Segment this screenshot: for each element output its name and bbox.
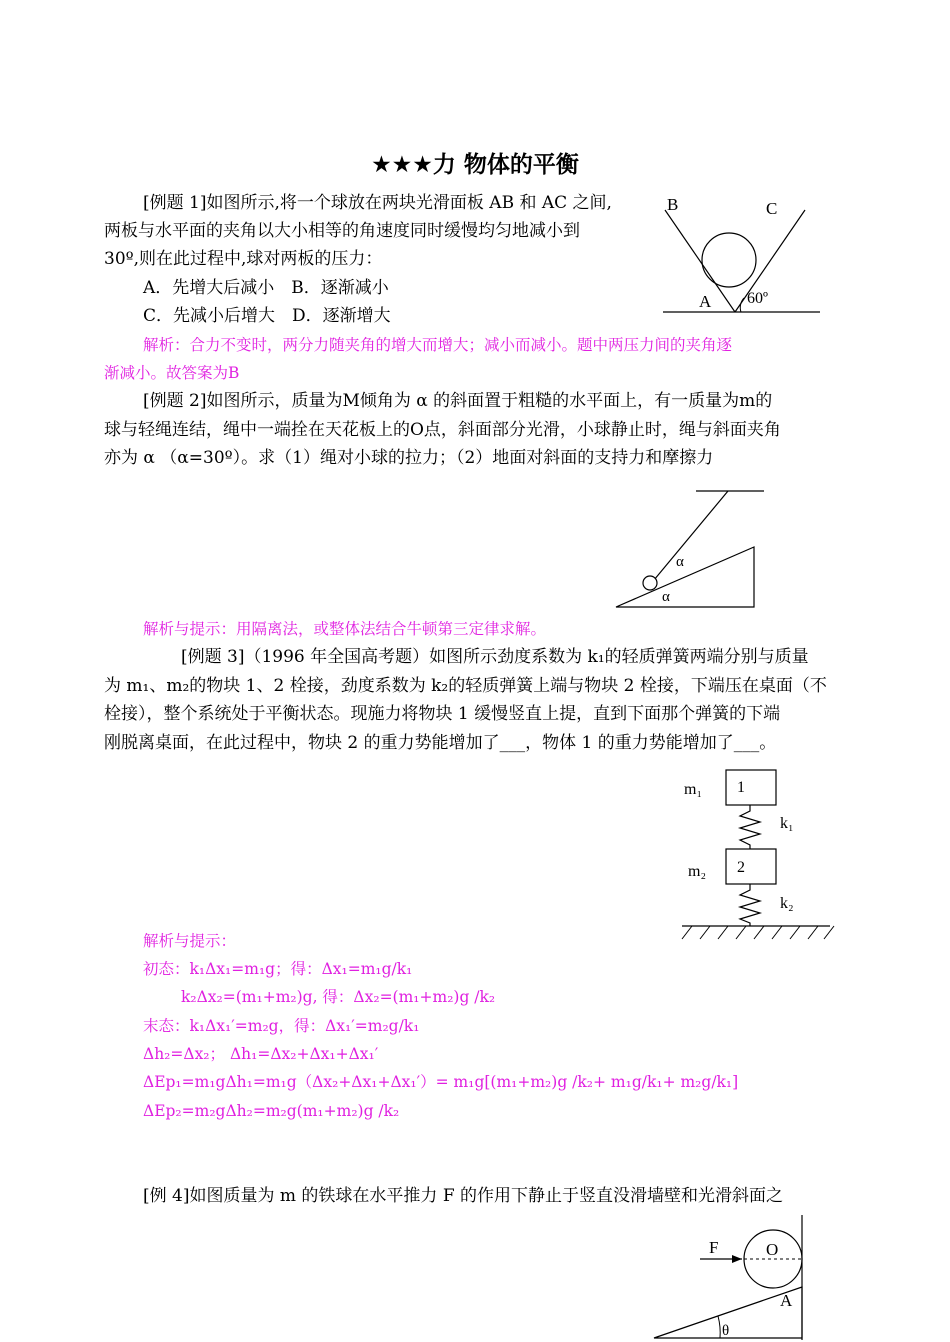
block-1-label: 1 <box>737 779 745 796</box>
ex3-solution-heights: Δh₂=Δx₂； Δh₁=Δx₂+Δx₁+Δx₁′ <box>143 1045 379 1063</box>
ex3-line-1: [例题 3]（1996 年全国高考题）如图所示劲度系数为 k₁的轻质弹簧两端分别与质量 <box>181 647 809 667</box>
ex1-options-ab: A．先增大后减小 B．逐渐减小 <box>143 278 389 298</box>
ex2-figure <box>610 485 770 615</box>
ex3-line-2: 为 m₁、m₂的物块 1、2 栓接，劲度系数为 k₂的轻质弹簧上端与物块 2 栓接，下端压在桌面（不 <box>104 676 827 696</box>
ex2-line-3: 亦为 α （α=30º）。求（1）绳对小球的拉力；（2）地面对斜面的支持力和摩擦力 <box>104 448 714 468</box>
ex4-line-1: [例 4]如图质量为 m 的铁球在水平推力 F 的作用下静止于竖直没滑墙壁和光滑斜面之 <box>143 1186 784 1206</box>
ex3-solution-ep1: ΔEp₁=m₁gΔh₁=m₁g（Δx₂+Δx₁+Δx₁′）= m₁g[(m₁+m₂)g /k₂+ m₁g/k₁+ m₂g/k₁] <box>143 1073 739 1091</box>
k2-label: k₂ <box>780 895 794 912</box>
ex3-solution-initial-1: 初态：k₁Δx₁=m₁g；得：Δx₁=m₁g/k₁ <box>143 960 413 978</box>
block-2-label: 2 <box>737 859 745 876</box>
ex3-solution-initial-2: k₂Δx₂=(m₁+m₂)g, 得：Δx₂=(m₁+m₂)g /k₂ <box>181 988 496 1006</box>
force-f-label: F <box>709 1238 719 1257</box>
ex3-solution-heading: 解析与提示： <box>143 932 237 950</box>
ex2-line-1: [例题 2]如图所示，质量为M倾角为 α 的斜面置于粗糙的水平面上，有一质量为m的 <box>143 391 773 411</box>
ex1-line-2: 两板与水平面的夹角以大小相等的角速度同时缓慢均匀地减小到 <box>104 221 580 241</box>
ex3-figure <box>680 765 840 945</box>
label-a: A <box>699 292 712 311</box>
ex3-solution-final: 末态：k₁Δx₁′=m₂g，得：Δx₁′=m₂g/k₁ <box>143 1017 420 1035</box>
m1-label: m₁ <box>684 781 703 798</box>
ex1-solution-2: 渐减小。故答案为B <box>104 364 240 382</box>
alpha-label-rope: α <box>676 554 684 570</box>
label-c: C <box>766 199 778 218</box>
center-o-label: O <box>766 1240 779 1259</box>
ex3-line-4: 刚脱离桌面，在此过程中，物块 2 的重力势能增加了___，物体 1 的重力势能增加了___。 <box>104 733 777 753</box>
ex1-solution-1: 解析：合力不变时，两分力随夹角的增大而增大；减小而减小。题中两压力间的夹角逐 <box>143 336 733 354</box>
m2-label: m₂ <box>688 863 707 880</box>
ex1-options-cd: C．先减小后增大 D．逐渐增大 <box>143 306 391 326</box>
point-a-label: A <box>780 1291 793 1310</box>
ex1-figure <box>655 190 825 320</box>
ex3-solution-ep2: ΔEp₂=m₂gΔh₂=m₂g(m₁+m₂)g /k₂ <box>143 1102 400 1120</box>
page-title: ★★★力 物体的平衡 <box>371 152 579 178</box>
ex1-line-1: [例题 1]如图所示,将一个球放在两块光滑面板 AB 和 AC 之间, <box>143 193 612 213</box>
ex4-figure <box>650 1215 820 1342</box>
angle-label: 60º <box>747 290 768 307</box>
ex1-line-3: 30º,则在此过程中,球对两板的压力： <box>104 249 383 269</box>
label-b: B <box>667 195 679 214</box>
alpha-label-incline: α <box>662 589 670 605</box>
ex2-line-2: 球与轻绳连结，绳中一端拴在天花板上的O点，斜面部分光滑，小球静止时，绳与斜面夹角 <box>104 420 781 440</box>
ex2-solution: 解析与提示：用隔离法，或整体法结合牛顿第三定律求解。 <box>143 620 547 638</box>
theta-label: θ <box>722 1323 730 1339</box>
ex3-line-3: 栓接），整个系统处于平衡状态。现施力将物块 1 缓慢竖直上提，直到下面那个弹簧的下端 <box>104 704 781 724</box>
k1-label: k₁ <box>780 815 794 832</box>
